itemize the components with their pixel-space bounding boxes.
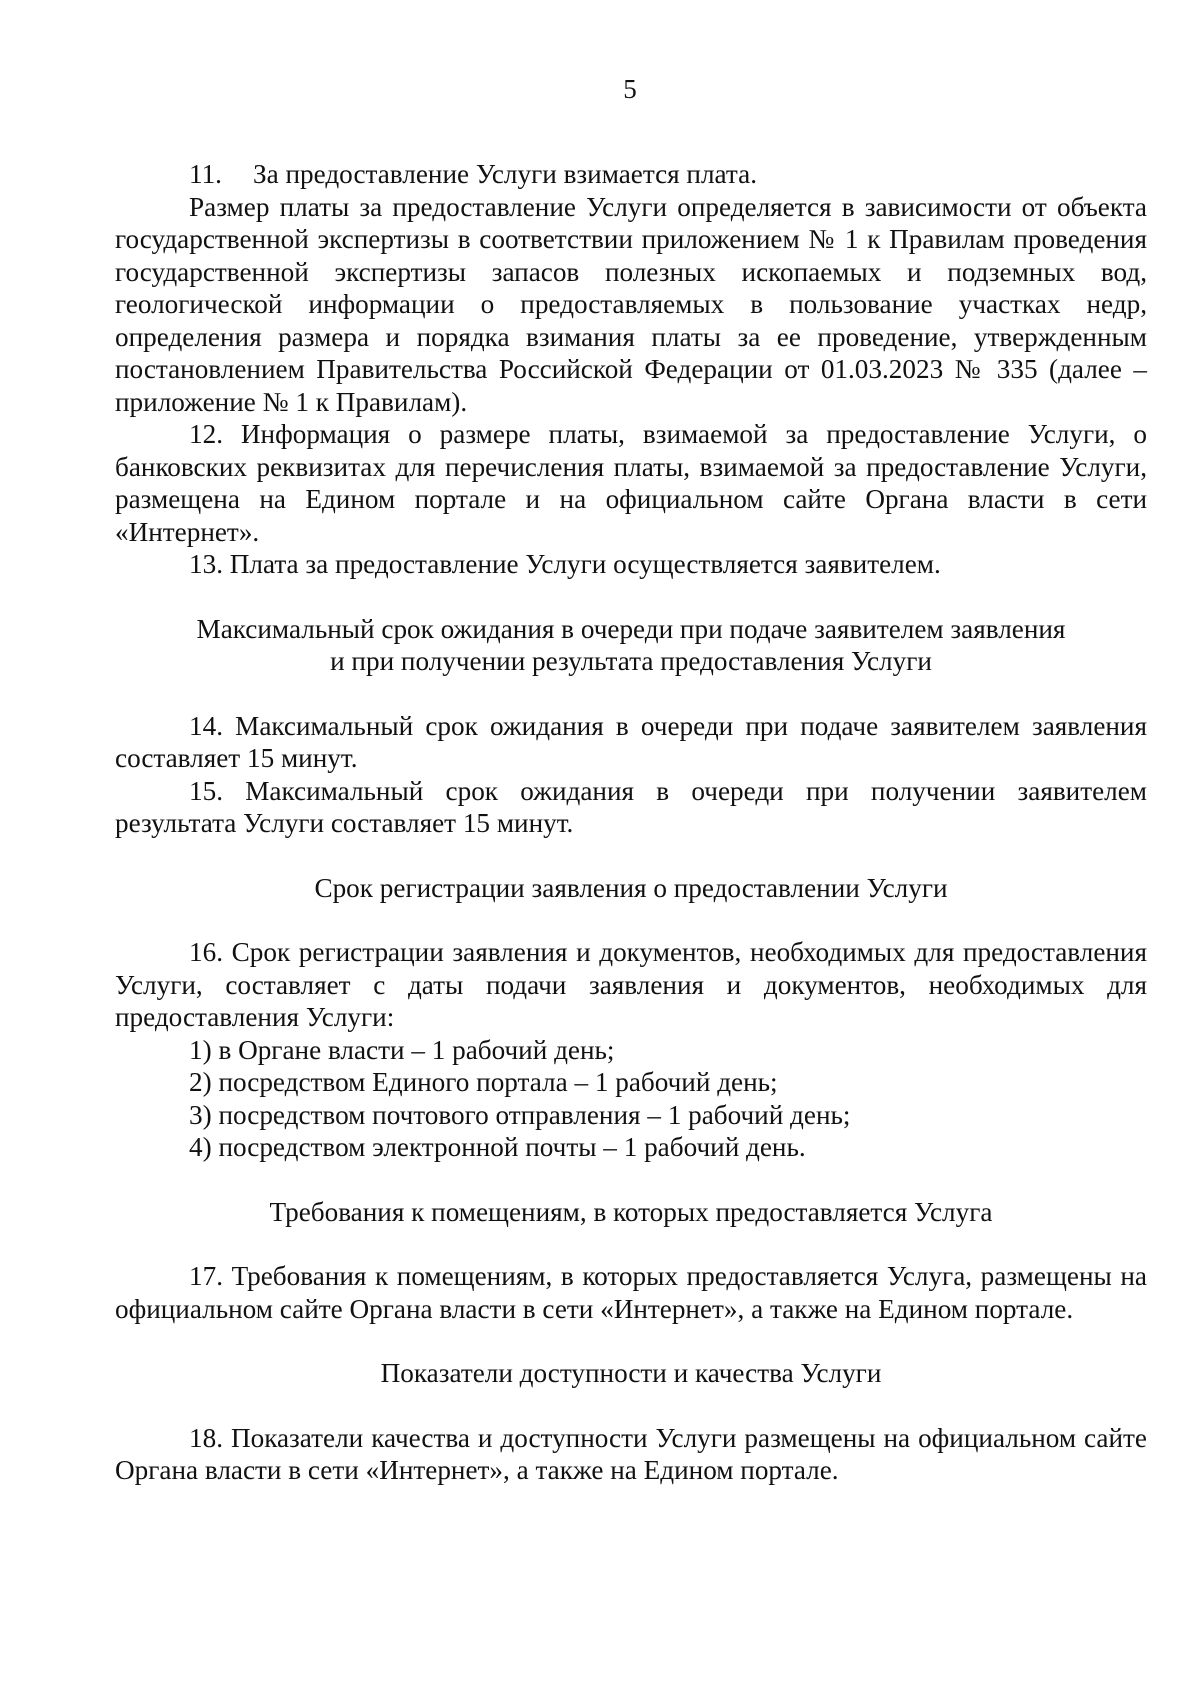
paragraph-11 [115,158,1147,191]
paragraph-14: 14. Максимальный срок ожидания в очереди при подаче заявителем заявления составляет 15 минут. [115,710,1147,773]
page-number: 5 [623,74,637,104]
section-gap [115,581,1147,613]
paragraph-16-item-4: 4) посредством электронной почты – 1 рабочий день. [189,1132,806,1162]
paragraph-13: 13. Плата за предоставление Услуги осуществляется заявителем. [189,549,941,579]
paragraph-15: 15. Максимальный срок ожидания в очереди при получении заявителем результата Услуги составляет 15 минут. [115,775,1147,838]
paragraph-11-text: За предоставление Услуги взимается плата. [253,159,757,189]
heading-queue-line-2: и при получении результата предоставления Услуги [330,646,932,676]
heading-quality: Показатели доступности и качества Услуги [380,1358,882,1388]
paragraph-16-item-1: 1) в Органе власти – 1 рабочий день; [189,1034,615,1065]
heading-queue-waiting [115,613,1147,678]
paragraph-11-number: 11. [189,159,222,189]
paragraph-16-item-2: 2) посредством Единого портала – 1 рабочий день; [189,1067,778,1097]
section-gap [115,1228,1147,1260]
section-gap [115,904,1147,936]
section-gap [115,1390,1147,1422]
heading-premises: Требования к помещениям, в которых предоставляется Услуга [269,1196,993,1227]
heading-registration: Срок регистрации заявления о предоставлении Услуги [314,872,948,903]
section-gap [115,840,1147,872]
paragraph-11-fee-size: Размер платы за предоставление Услуги определяется в зависимости от объекта государственной экспертизы в соответствии приложением № 1 к Правилам проведения государственной экспертизы запасов полезных ископаемых и подземных вод, геологической информации о предоставляемых в пользование участках недр, определения размера и порядка взимания платы за ее проведение, утвержденным постановлением Правительства Российской Федерации от 01.03.2023 № 335 (далее – приложение № 1 к Правилам). [115,191,1147,417]
section-gap [115,678,1147,710]
paragraph-18: 18. Показатели качества и доступности Услуги размещены на официальном сайте Органа власти в сети «Интернет», а также на Едином портале. [115,1422,1147,1485]
paragraph-16-item-3: 3) посредством почтового отправления – 1 рабочий день; [189,1099,851,1130]
section-gap [115,1164,1147,1196]
paragraph-17: 17. Требования к помещениям, в которых предоставляется Услуга, размещены на официальном сайте Органа власти в сети «Интернет», а также на Едином портале. [115,1261,1147,1324]
heading-queue-line-1: Максимальный срок ожидания в очереди при подаче заявителем заявления [196,613,1066,644]
section-gap [115,1325,1147,1357]
paragraph-12: 12. Информация о размере платы, взимаемой за предоставление Услуги, о банковских реквизитах для перечисления платы, взимаемой за предоставление Услуги, размещена на Едином портале и на официальном сайте Органа власти в сети «Интернет». [115,419,1147,547]
paragraph-16: 16. Срок регистрации заявления и документов, необходимых для предоставления Услуги, составляет с даты подачи заявления и документов, необходимых для предоставления Услуги: [115,937,1147,1032]
document-body [115,158,1147,1487]
